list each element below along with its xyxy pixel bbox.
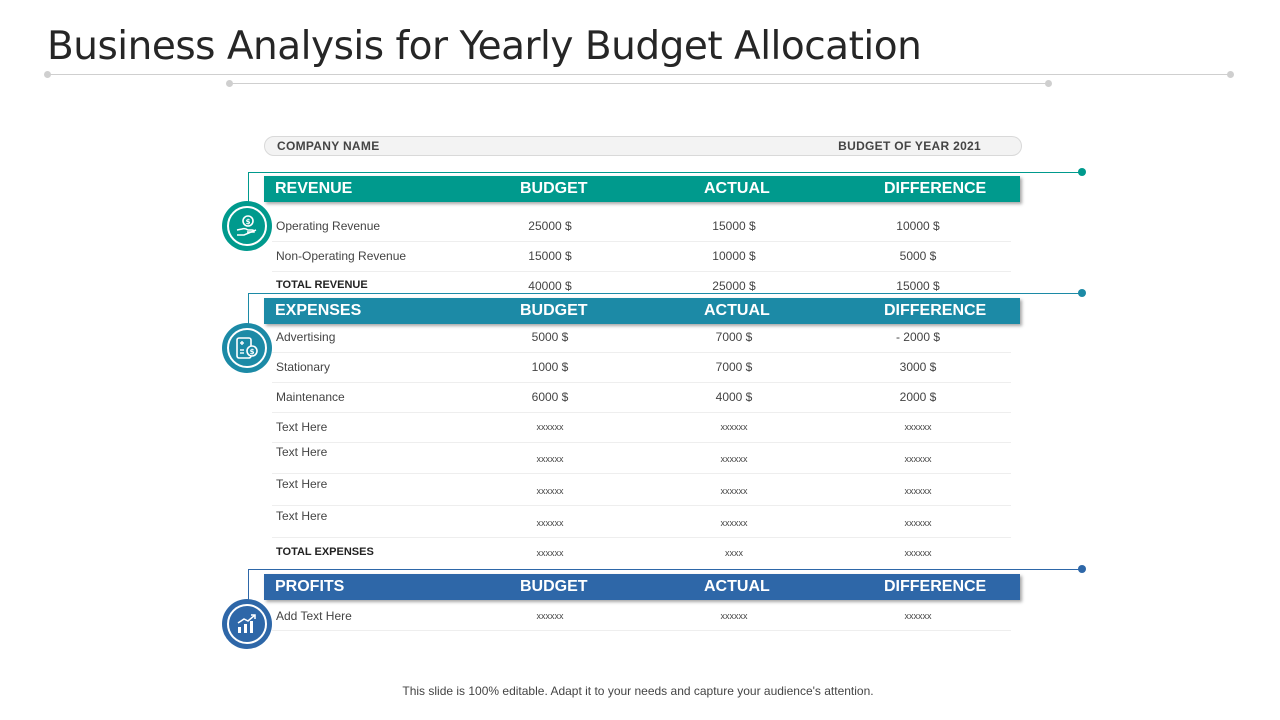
row-budget: xxxxxx <box>536 486 564 496</box>
footer-note: This slide is 100% editable. Adapt it to your needs and capture your audience's attention. <box>402 684 874 698</box>
revenue-icon-badge <box>222 201 272 251</box>
calculator-dollar-icon <box>235 336 259 360</box>
title-underline-dot-right <box>1227 71 1234 78</box>
row-label: Operating Revenue <box>276 219 381 233</box>
row-budget: 40000 $ <box>528 279 572 293</box>
row-actual: 7000 $ <box>715 330 753 344</box>
row-difference: xxxxxx <box>904 548 932 558</box>
table-row <box>272 506 1011 538</box>
row-actual: 7000 $ <box>715 360 753 374</box>
row-label: Maintenance <box>276 390 345 404</box>
expenses-header-title: EXPENSES <box>275 302 362 319</box>
subtitle-divider-dot-left <box>226 80 233 87</box>
table-row <box>272 474 1011 506</box>
row-budget: xxxxxx <box>536 518 564 528</box>
profits-header-budget: BUDGET <box>520 578 588 595</box>
row-label: TOTAL REVENUE <box>276 279 368 291</box>
expenses-connector-dot <box>1078 289 1086 297</box>
expenses-header-actual: ACTUAL <box>704 302 770 319</box>
table-row <box>272 412 1011 443</box>
table-row <box>272 442 1011 474</box>
profits-header-actual: ACTUAL <box>704 578 770 595</box>
revenue-header-actual: ACTUAL <box>704 180 770 197</box>
row-budget: xxxxxx <box>536 422 564 432</box>
row-actual: xxxxxx <box>720 422 748 432</box>
table-row <box>272 211 1011 242</box>
row-difference: xxxxxx <box>904 454 932 464</box>
row-label: Non-Operating Revenue <box>276 249 407 263</box>
table-row <box>272 382 1011 413</box>
subtitle-divider-dot-right <box>1045 80 1052 87</box>
revenue-connector-dot <box>1078 168 1086 176</box>
row-budget: xxxxxx <box>536 454 564 464</box>
row-budget: xxxxxx <box>536 548 564 558</box>
row-actual: xxxxxx <box>720 518 748 528</box>
row-actual: xxxxxx <box>720 611 748 621</box>
svg-text:$: $ <box>249 348 255 356</box>
budget-year-label: BUDGET OF YEAR 2021 <box>838 139 981 153</box>
row-difference: 3000 $ <box>899 360 937 374</box>
row-difference: xxxxxx <box>904 611 932 621</box>
profits-header <box>264 574 1020 600</box>
table-row <box>272 322 1011 353</box>
row-label: Text Here <box>276 420 328 434</box>
company-bar <box>264 136 1022 156</box>
table-row <box>272 600 1011 631</box>
growth-chart-icon <box>235 612 259 636</box>
row-label: Stationary <box>276 360 331 374</box>
money-hand-icon <box>235 214 259 238</box>
row-actual: xxxxxx <box>720 454 748 464</box>
title-underline <box>47 74 1231 75</box>
company-name-label: COMPANY NAME <box>277 139 380 153</box>
row-label: Advertising <box>276 330 336 344</box>
row-actual: xxxxxx <box>720 486 748 496</box>
row-budget: 5000 $ <box>531 330 569 344</box>
row-label: Text Here <box>276 477 328 491</box>
row-actual: 25000 $ <box>712 279 756 293</box>
row-difference: xxxxxx <box>904 422 932 432</box>
page-title: Business Analysis for Yearly Budget Allocation <box>47 24 922 69</box>
expenses-header-difference: DIFFERENCE <box>884 302 987 319</box>
row-difference: 10000 $ <box>896 219 940 233</box>
row-label: TOTAL EXPENSES <box>276 546 374 558</box>
row-difference: - 2000 $ <box>895 330 941 344</box>
subtitle-divider <box>229 83 1049 84</box>
row-label: Text Here <box>276 509 328 523</box>
title-underline-dot-left <box>44 71 51 78</box>
row-budget: 25000 $ <box>528 219 572 233</box>
revenue-header-title: REVENUE <box>275 180 353 197</box>
row-difference: 5000 $ <box>899 249 937 263</box>
profits-connector-dot <box>1078 565 1086 573</box>
profits-header-title: PROFITS <box>275 578 345 595</box>
row-actual: 15000 $ <box>712 219 756 233</box>
table-row <box>272 352 1011 383</box>
row-budget: xxxxxx <box>536 611 564 621</box>
row-actual: xxxx <box>725 548 743 558</box>
row-actual: 4000 $ <box>715 390 753 404</box>
expenses-header-budget: BUDGET <box>520 302 588 319</box>
total-expenses-row <box>272 538 1011 568</box>
row-budget: 6000 $ <box>531 390 569 404</box>
revenue-header-budget: BUDGET <box>520 180 588 197</box>
expenses-icon-badge <box>222 323 272 373</box>
revenue-header-difference: DIFFERENCE <box>884 180 987 197</box>
row-actual: 10000 $ <box>712 249 756 263</box>
row-label: Add Text Here <box>276 609 352 623</box>
row-label: Text Here <box>276 445 328 459</box>
profits-icon-badge <box>222 599 272 649</box>
row-difference: xxxxxx <box>904 486 932 496</box>
expenses-header <box>264 298 1020 324</box>
profits-header-difference: DIFFERENCE <box>884 578 987 595</box>
row-budget: 15000 $ <box>528 249 572 263</box>
row-difference: xxxxxx <box>904 518 932 528</box>
row-difference: 15000 $ <box>896 279 940 293</box>
table-row <box>272 241 1011 272</box>
svg-text:$: $ <box>245 218 251 226</box>
row-budget: 1000 $ <box>531 360 569 374</box>
revenue-header <box>264 176 1020 202</box>
row-difference: 2000 $ <box>899 390 937 404</box>
